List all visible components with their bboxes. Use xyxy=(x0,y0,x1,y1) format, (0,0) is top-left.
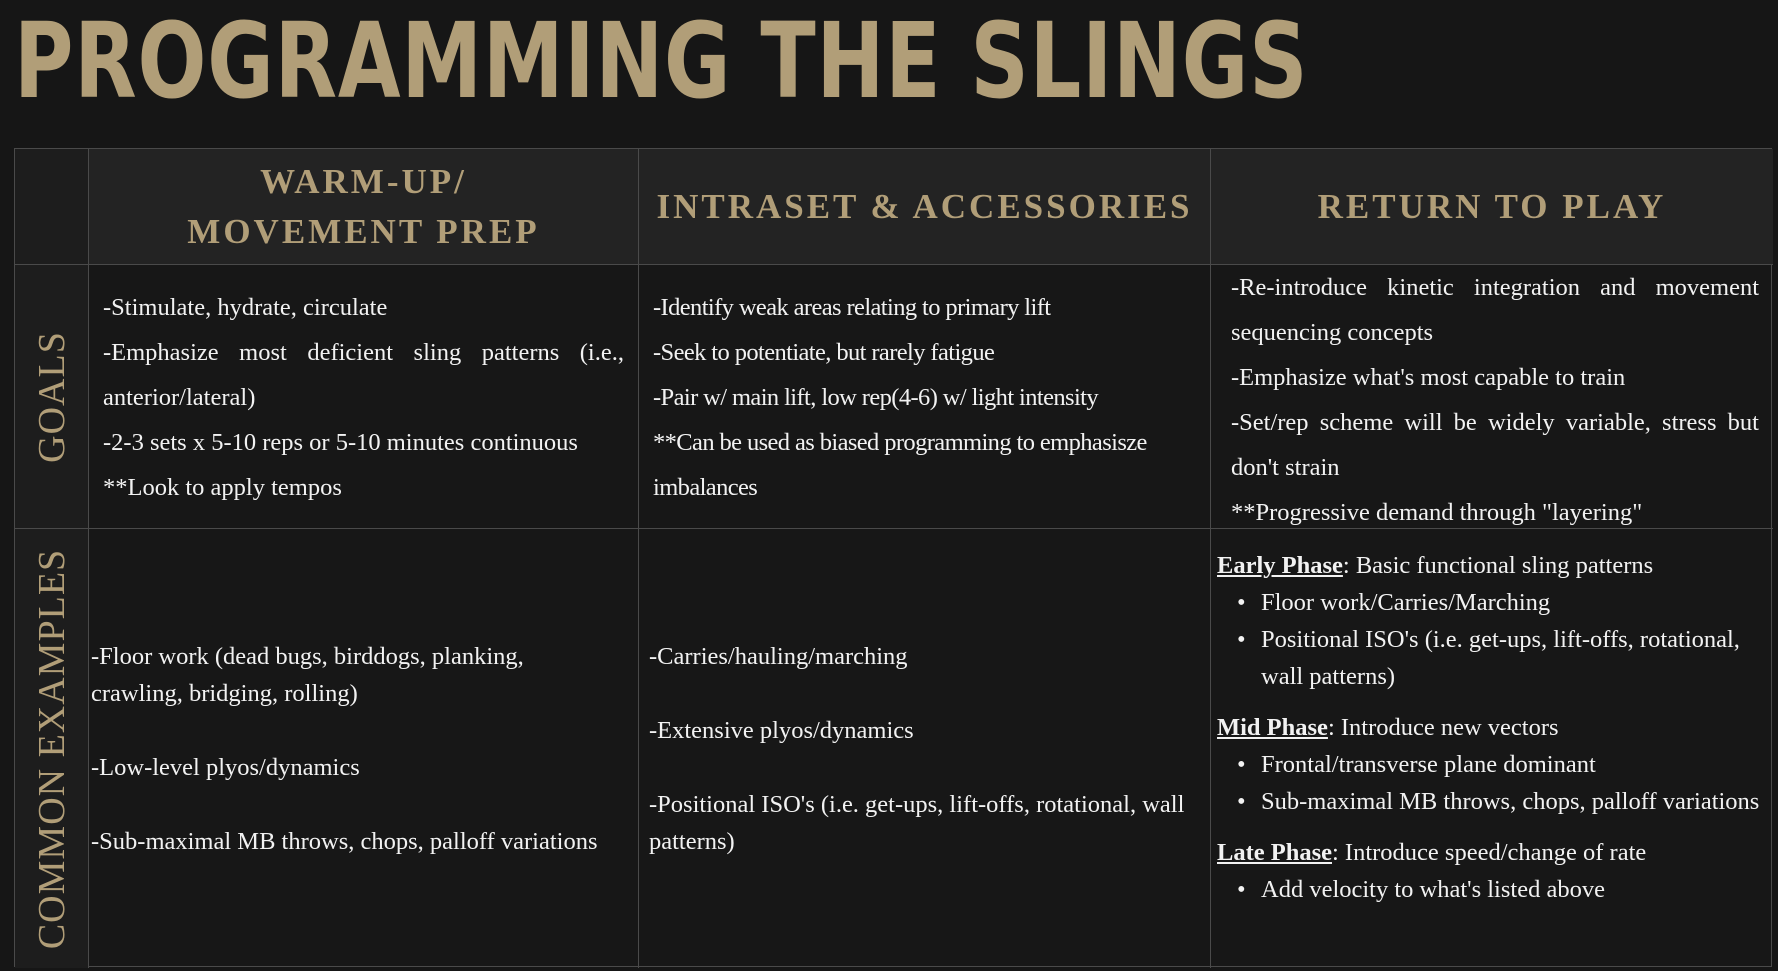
row-header-goals xyxy=(15,265,89,529)
list-item: • Floor work/Carries/Marching xyxy=(1217,584,1765,621)
goal-item: **Progressive demand through "layering" xyxy=(1231,499,1643,526)
early-phase-desc: : Basic functional sling patterns xyxy=(1342,552,1654,579)
list-item: • Sub-maximal MB throws, chops, palloff variations xyxy=(1217,783,1765,820)
goal-item: -Identify weak areas relating to primary lift xyxy=(653,294,1051,321)
column-header-warmup-line2: MOVEMENT PREP xyxy=(187,211,540,251)
late-phase-heading xyxy=(1217,834,1765,871)
example-item: -Positional ISO's (i.e. get-ups, lift-offs, rotational, wall patterns) xyxy=(649,790,1185,855)
goal-item: -Emphasize what's most capable to train xyxy=(1231,364,1626,391)
mid-phase-list xyxy=(1217,746,1765,820)
goal-item: -2-3 sets x 5-10 reps or 5-10 minutes continuous xyxy=(103,429,578,456)
column-header-intraset xyxy=(639,149,1211,265)
mid-phase-label: Mid Phase xyxy=(1217,714,1328,741)
goal-item: -Seek to potentiate, but rarely fatigue xyxy=(653,339,995,366)
example-item: -Sub-maximal MB throws, chops, palloff variations xyxy=(91,827,598,855)
row-header-examples xyxy=(15,529,89,968)
mid-phase-desc: : Introduce new vectors xyxy=(1327,714,1559,741)
goal-item: -Pair w/ main lift, low rep(4-6) w/ light intensity xyxy=(653,384,1099,411)
list-item: • Add velocity to what's listed above xyxy=(1217,871,1765,908)
goal-item: **Look to apply tempos xyxy=(103,474,342,501)
early-phase-heading xyxy=(1217,547,1765,584)
late-phase-desc: : Introduce speed/change of rate xyxy=(1332,839,1647,866)
early-phase-label: Early Phase xyxy=(1217,552,1343,579)
goals-intraset-cell xyxy=(639,265,1211,529)
list-item: • Frontal/transverse plane dominant xyxy=(1217,746,1765,783)
goal-item: -Stimulate, hydrate, circulate xyxy=(103,294,388,321)
mid-phase-heading xyxy=(1217,709,1765,746)
column-header-rtp xyxy=(1211,149,1773,265)
examples-intraset-cell xyxy=(639,529,1211,968)
row-header-examples-label: COMMON EXAMPLES xyxy=(30,548,73,949)
page-title: PROGRAMMING THE SLINGS xyxy=(14,0,1309,122)
examples-warmup-cell xyxy=(89,529,639,968)
examples-rtp-cell xyxy=(1211,529,1773,968)
late-phase-label: Late Phase xyxy=(1217,839,1332,866)
list-item: • Positional ISO's (i.e. get-ups, lift-offs, rotational, wall patterns) xyxy=(1217,621,1765,695)
column-header-warmup-line1: WARM-UP/ xyxy=(260,161,467,201)
column-header-intraset-label: INTRASET & ACCESSORIES xyxy=(656,186,1193,226)
example-item: -Extensive plyos/dynamics xyxy=(649,716,914,744)
corner-cell xyxy=(15,149,89,265)
late-phase-list xyxy=(1217,871,1765,908)
goal-item: **Can be used as biased programming to emphasisze imbalances xyxy=(653,429,1147,501)
column-header-warmup xyxy=(89,149,639,265)
slings-table xyxy=(14,148,1772,967)
column-header-rtp-label: RETURN TO PLAY xyxy=(1317,186,1667,226)
example-item: -Floor work (dead bugs, birddogs, planking, crawling, bridging, rolling) xyxy=(91,642,524,707)
early-phase-list xyxy=(1217,584,1765,695)
goal-item: -Set/rep scheme will be widely variable, stress but don't strain xyxy=(1231,409,1759,481)
example-item: -Carries/hauling/marching xyxy=(649,642,908,670)
goals-rtp-cell xyxy=(1211,265,1773,529)
row-header-goals-label: GOALS xyxy=(30,330,73,463)
goals-warmup-cell xyxy=(89,265,639,529)
example-item: -Low-level plyos/dynamics xyxy=(91,753,360,781)
goal-item: -Re-introduce kinetic integration and movement sequencing concepts xyxy=(1231,274,1759,346)
goal-item: -Emphasize most deficient sling patterns (i.e., anterior/lateral) xyxy=(103,339,624,411)
